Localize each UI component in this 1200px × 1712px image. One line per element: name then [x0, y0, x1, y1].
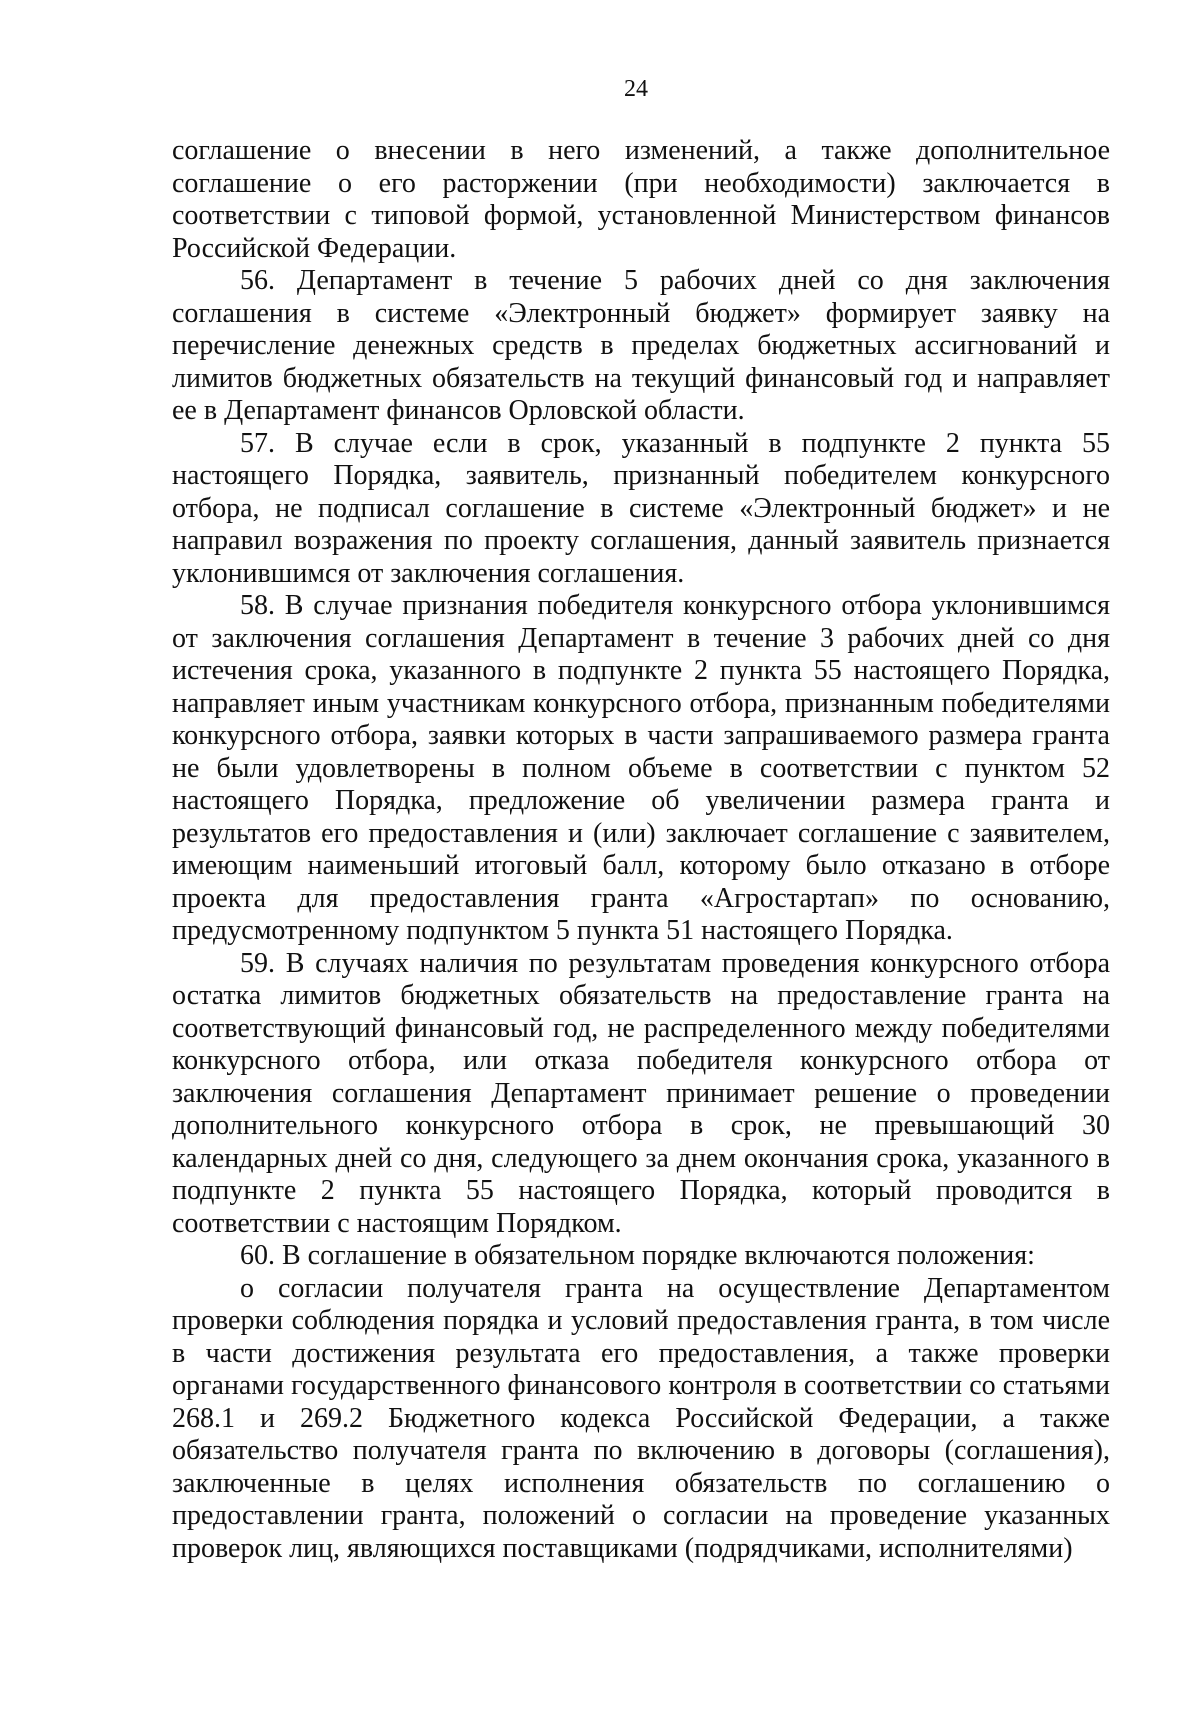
- paragraph: 58. В случае признания победителя конкурсного отбора уклонившимся от заключения соглашения Департамент в течение 3 рабочих дней со дня истечения срока, указанного в подпункте 2 пункта 55 настоящего Порядка, направляет иным участникам конкурсного отбора, признанным победителями конкурсного отбора, заявки которых в части запрашиваемого размера гранта не были удовлетворены в полном объеме в соответствии с пунктом 52 настоящего Порядка, предложение об увеличении размера гранта и результатов его предоставления и (или) заключает соглашение с заявителем, имеющим наименьший итоговый балл, которому было отказано в отборе проекта для предоставления гранта «Агростартап» по основанию, предусмотренному подпунктом 5 пункта 51 настоящего Порядка.: [172, 590, 1110, 946]
- paragraph: 60. В соглашение в обязательном порядке включаются положения:: [240, 1240, 1035, 1271]
- paragraph: о согласии получателя гранта на осуществление Департаментом проверки соблюдения порядка и условий предоставления гранта, в том числе в части достижения результата его предоставления, а также проверки органами государственного финансового контроля в соответствии со статьями 268.1 и 269.2 Бюджетного кодекса Российской Федерации, а также обязательство получателя гранта по включению в договоры (соглашения), заключенные в целях исполнения обязательств по соглашению о предоставлении гранта, положений о согласии на проведение указанных проверок лиц, являющихся поставщиками (подрядчиками, исполнителями): [172, 1272, 1110, 1564]
- paragraph: 56. Департамент в течение 5 рабочих дней со дня заключения соглашения в системе «Электронный бюджет» формирует заявку на перечисление денежных средств в пределах бюджетных ассигнований и лимитов бюджетных обязательств на текущий финансовый год и направляет ее в Департамент финансов Орловской области.: [172, 265, 1110, 426]
- paragraph: 57. В случае если в срок, указанный в подпункте 2 пункта 55 настоящего Порядка, заявитель, признанный победителем конкурсного отбора, не подписал соглашение в системе «Электронный бюджет» и не направил возражения по проекту соглашения, данный заявитель признается уклонившимся от заключения соглашения.: [172, 427, 1110, 589]
- page-number: 24: [624, 76, 648, 102]
- document-body: [172, 135, 1110, 1565]
- paragraph: 59. В случаях наличия по результатам проведения конкурсного отбора остатка лимитов бюджетных обязательств на предоставление гранта на соответствующий финансовый год, не распределенного между победителями конкурсного отбора, или отказа победителя конкурсного отбора от заключения соглашения Департамент принимает решение о проведении дополнительного конкурсного отбора в срок, не превышающий 30 календарных дней со дня, следующего за днем окончания срока, указанного в подпункте 2 пункта 55 настоящего Порядка, который проводится в соответствии с настоящим Порядком.: [172, 947, 1110, 1239]
- paragraph: соглашение о внесении в него изменений, а также дополнительное соглашение о его расторжении (при необходимости) заключается в соответствии с типовой формой, установленной Министерством финансов Российской Федерации.: [172, 135, 1110, 264]
